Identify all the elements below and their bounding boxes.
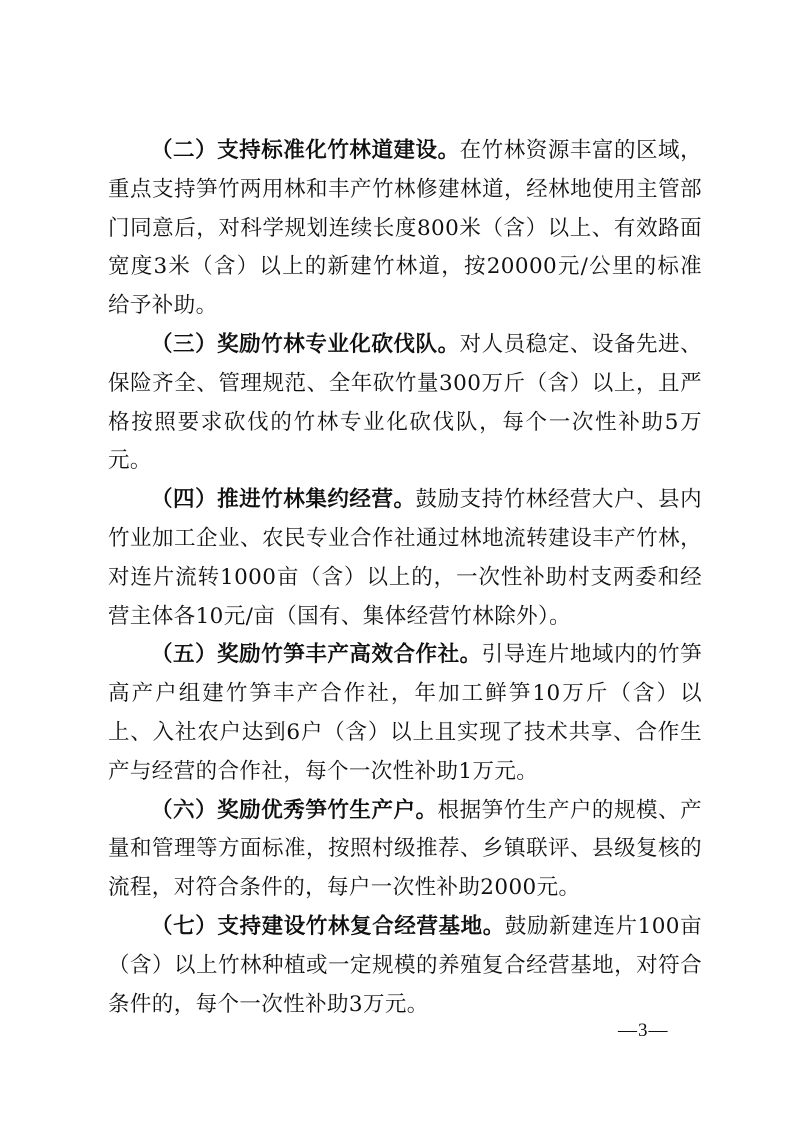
section-heading: （四）推进竹林集约经营。 <box>151 487 416 513</box>
page-number: —3— <box>618 1020 669 1041</box>
paragraph-3 <box>108 326 702 481</box>
section-heading: （六）奖励优秀笋竹生产户。 <box>151 797 438 823</box>
section-body: 对人员稳定、设备先进、保险齐全、管理规范、全年砍竹量300万斤（含）以上，且严格按照要求砍伐的竹林专业化砍伐队，每个一次性补助5万元。 <box>108 331 702 474</box>
paragraph-4 <box>108 481 702 636</box>
paragraph-2 <box>108 132 702 326</box>
section-body: 在竹林资源丰富的区域，重点支持笋竹两用林和丰产竹林修建林道，经林地使用主管部门同意后，对科学规划连续长度800米（含）以上、有效路面宽度3米（含）以上的新建竹林道，按20000元/公里的标准给予补助。 <box>108 138 702 319</box>
section-heading: （七）支持建设竹林复合经营基地。 <box>151 913 505 939</box>
section-heading: （二）支持标准化竹林道建设。 <box>151 138 460 163</box>
paragraph-5 <box>108 636 702 791</box>
document-body <box>108 132 702 1024</box>
section-heading: （三）奖励竹林专业化砍伐队。 <box>151 331 460 357</box>
section-body: 引导连片地域内的竹笋高产户组建竹笋丰产合作社，年加工鲜笋10万斤（含）以上、入社农户达到6户（含）以上且实现了技术共享、合作生产与经营的合作社，每个一次性补助1万元。 <box>108 642 702 784</box>
section-body: 根据笋竹生产户的规模、产量和管理等方面标准，按照村级推荐、乡镇联评、县级复核的流程，对符合条件的，每户一次性补助2000元。 <box>108 797 702 901</box>
paragraph-7 <box>108 908 702 1024</box>
section-heading: （五）奖励竹笋丰产高效合作社。 <box>151 642 482 668</box>
section-body: 鼓励新建连片100亩（含）以上竹林种植或一定规模的养殖复合经营基地，对符合条件的，每个一次性补助3万元。 <box>108 913 702 1017</box>
paragraph-6 <box>108 792 702 908</box>
section-body: 鼓励支持竹林经营大户、县内竹业加工企业、农民专业合作社通过林地流转建设丰产竹林，对连片流转1000亩（含）以上的，一次性补助村支两委和经营主体各10元/亩（国有、集体经营竹林除外）。 <box>108 487 702 629</box>
